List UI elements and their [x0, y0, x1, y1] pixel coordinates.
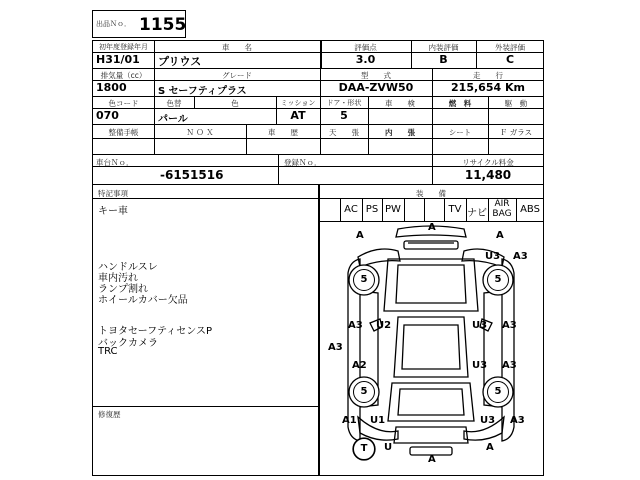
nox-label: Ｎ Ｏ Ｘ	[186, 128, 214, 137]
displacement-label: 排気量（cc）	[100, 71, 147, 80]
spare-tire: T	[353, 438, 375, 460]
equip-tv: TV	[448, 204, 462, 215]
note-safety-sense: トヨタセーフティセンスP	[98, 326, 213, 337]
exterior-grade-label: 外装評価	[495, 43, 525, 52]
color-code-label: 色コード	[108, 99, 139, 108]
damage-left-u1: U1	[370, 415, 386, 426]
fuel-label: 燃 料	[448, 99, 472, 108]
color-label: 色	[231, 99, 239, 108]
damage-rear-bottom: A	[428, 454, 436, 465]
grade: S セーフティプラス	[158, 86, 247, 97]
damage-front-left: A	[356, 230, 364, 241]
exterior-grade: C	[505, 53, 515, 66]
interior-grade: B	[439, 53, 448, 66]
lot-label: 出品Ｎｏ．	[96, 20, 131, 28]
first-registration: H31/01	[96, 53, 140, 66]
lot-number: 1155	[139, 15, 187, 35]
drive-label: 駆 動	[504, 99, 528, 108]
lot-box	[92, 10, 186, 38]
equip-abs: ABS	[520, 204, 540, 215]
transmission-label: ミッション	[280, 99, 316, 107]
wheel-front-left: 5	[353, 269, 375, 291]
equip-ac: AC	[344, 204, 358, 215]
interior-grade-label: 内装評価	[428, 43, 459, 52]
damage-rear-right-a: A	[486, 442, 494, 453]
repair-history-label: 修復歴	[98, 410, 121, 419]
doors: 5	[340, 109, 348, 122]
equip-navi: ナビ	[467, 208, 487, 219]
grade-label: グレード	[222, 71, 252, 80]
recycle-fee: 11,480	[464, 168, 512, 182]
car-name-label: 車 名	[222, 43, 252, 52]
wheel-rear-left: 5	[353, 381, 375, 403]
damage-left-outer-a3: A3	[328, 342, 343, 353]
damage-right-a3-mid: A3	[502, 320, 517, 331]
note-steering-wear: ハンドルスレ	[98, 262, 158, 273]
color-change-label: 色替	[166, 99, 182, 108]
equip-pw: PW	[385, 204, 401, 215]
damage-rear-u: U	[384, 442, 393, 453]
chassis-number: -6151516	[160, 168, 224, 182]
mileage: 215,654 Km	[451, 81, 525, 94]
damage-front-top: A	[428, 222, 436, 233]
service-book-label: 整備手帳	[108, 128, 139, 137]
note-trc: TRC	[98, 346, 118, 357]
equip-ps: PS	[365, 204, 379, 215]
equip-airbag: AIR BAG	[492, 199, 512, 219]
damage-right-a3-bottom: A3	[510, 415, 525, 426]
inspection-label: 車 検	[385, 99, 415, 108]
damage-left-a1: A1	[342, 415, 357, 426]
note-back-camera: バックカメラ	[98, 338, 158, 349]
chassis-label: 車台Ｎｏ．	[96, 158, 134, 167]
transmission: AT	[290, 109, 306, 122]
damage-right-u3-bottom: U3	[480, 415, 496, 426]
note-key: キー車	[98, 206, 128, 217]
car-name: プリウス	[158, 55, 202, 68]
note-interior-dirt: 車内汚れ	[98, 273, 138, 284]
note-wheel-cover: ホイールカバー欠品	[98, 295, 188, 306]
car-history-label: 車 歴	[268, 128, 298, 137]
score: 3.0	[355, 53, 376, 66]
damage-right-a3-front: A3	[513, 251, 528, 262]
wheel-rear-right: 5	[487, 381, 509, 403]
notes-label: 特記事項	[98, 189, 128, 198]
color: パール	[158, 114, 188, 125]
year-label: 初年度登録年月	[99, 43, 148, 51]
damage-left-a3-mid: A3	[348, 320, 363, 331]
wheel-front-right: 5	[487, 269, 509, 291]
doors-label: ドア・形状	[326, 99, 362, 107]
note-lamp-crack: ランプ割れ	[98, 284, 148, 295]
displacement: 1800	[96, 81, 127, 94]
damage-right-u3-front: U3	[485, 251, 501, 262]
car-diagram	[318, 221, 544, 476]
recycle-fee-label: リサイクル料金	[462, 158, 514, 167]
headliner-label: 天 張	[329, 128, 359, 137]
front-glass-label: Ｆ ガラス	[499, 128, 533, 137]
damage-right-a3-rear: A3	[502, 360, 517, 371]
model-code: DAA-ZVW50	[338, 81, 414, 94]
damage-left-a2: A2	[352, 360, 367, 371]
damage-left-u2-mid: U2	[376, 320, 392, 331]
registration-label: 登録Ｎｏ．	[284, 158, 322, 167]
damage-right-u3-rear: U3	[472, 360, 488, 371]
color-code: 070	[96, 109, 119, 122]
score-label: 評価点	[354, 43, 377, 52]
equipment-label: 装 備	[416, 189, 446, 198]
seat-label: シート	[448, 128, 472, 137]
mileage-label: 走 行	[473, 71, 503, 80]
model-label: 型 式	[361, 71, 391, 80]
damage-front-right: A	[496, 230, 504, 241]
damage-right-u3-mid: U3	[472, 320, 488, 331]
interior-trim-label: 内 張	[385, 128, 415, 137]
